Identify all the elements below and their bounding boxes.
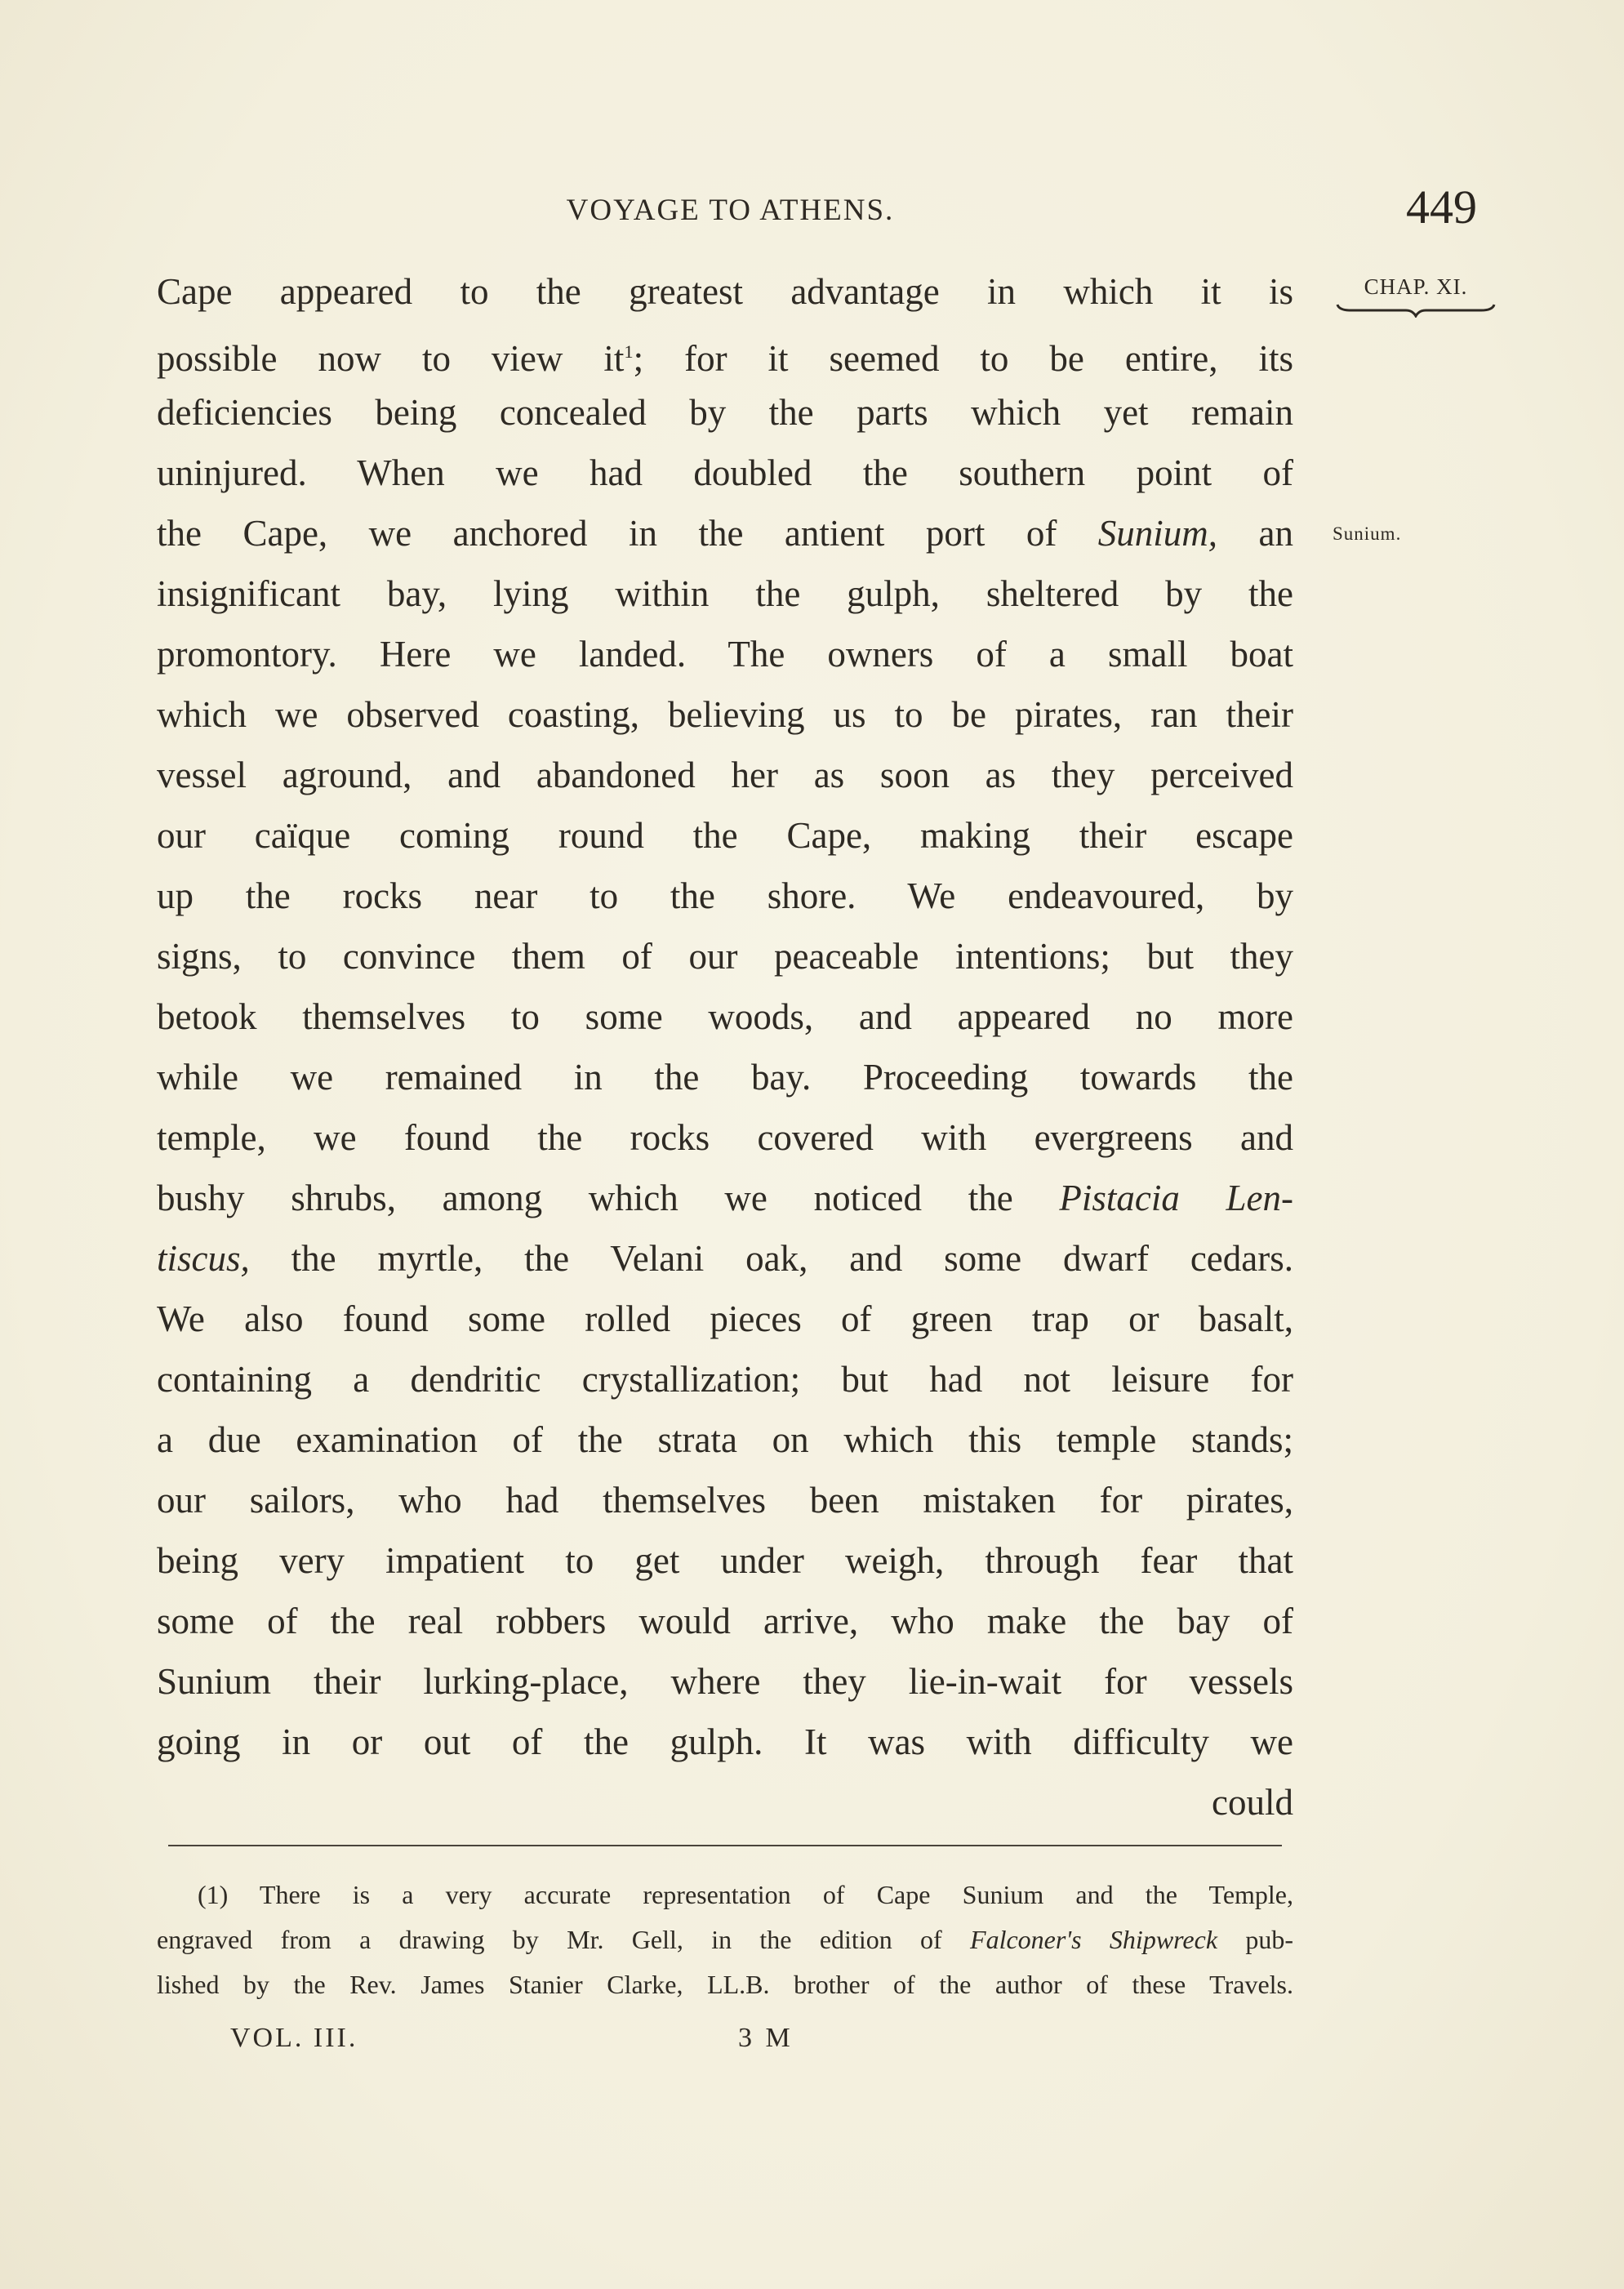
text-line: betook themselves to some woods, and appeared no more (157, 996, 1293, 1037)
text-line: being very impatient to get under weigh, through fear that (157, 1540, 1293, 1581)
footnote (157, 1873, 1293, 2007)
text-line: while we remained in the bay. Proceeding towards the (157, 1057, 1293, 1098)
chapter-brace-ornament (1334, 303, 1497, 318)
text-line: tiscus, the myrtle, the Velani oak, and some dwarf cedars. (157, 1238, 1293, 1279)
text-line: We also found some rolled pieces of green trap or basalt, (157, 1298, 1293, 1339)
volume-label: VOL. III. (230, 2023, 358, 2053)
text-line: signs, to convince them of our peaceable intentions; but they (157, 936, 1293, 977)
text-line: temple, we found the rocks covered with evergreens and (157, 1117, 1293, 1158)
body-text (157, 261, 1293, 1833)
text-line: possible now to view $it^1$; for it seemed to be entire, its (157, 338, 1294, 379)
text-line: up the rocks near to the shore. We endeavoured, by (157, 875, 1293, 916)
text-line: uninjured. When we had doubled the southern point of (157, 452, 1293, 493)
text-line: going in or out of the gulph. It was with difficulty we (157, 1721, 1293, 1762)
text-line: containing a dendritic crystallization; but had not leisure for (157, 1359, 1293, 1400)
text-line: vessel aground, and abandoned her as soon as they perceived (157, 755, 1293, 795)
text-line: promontory. Here we landed. The owners of a small boat (157, 634, 1293, 675)
text-line: the Cape, we anchored in the antient port of Sunium, an (157, 513, 1293, 554)
text-line: deficiencies being concealed by the parts which yet remain (157, 392, 1293, 433)
text-line: bushy shrubs, among which we noticed the Pistacia Len- (157, 1178, 1294, 1218)
chapter-label: CHAP. XI. (1364, 274, 1468, 299)
footnote-line: engraved from a drawing by Mr. Gell, in the edition of Falconer's Shipwreck pub- (157, 1925, 1294, 1954)
footnote-line: lished by the Rev. James Stanier Clarke, LL.B. brother of the author of these Travels. (157, 1970, 1293, 1999)
text-line: a due examination of the strata on which this temple stands; (157, 1419, 1293, 1460)
text-line: which we observed coasting, believing us to be pirates, ran their (157, 694, 1293, 735)
text-line: our caïque coming round the Cape, making their escape (157, 815, 1293, 856)
margin-note-sunium: Sunium. (1333, 523, 1402, 544)
running-title: VOYAGE TO ATHENS. (566, 194, 895, 227)
text-line: could (1212, 1782, 1293, 1823)
chapter-marginal (1334, 274, 1497, 318)
text-line: Sunium their lurking-place, where they lie-in-wait for vessels (157, 1661, 1293, 1702)
footnote-divider (168, 1845, 1282, 1846)
text-line: insignificant bay, lying within the gulph, sheltered by the (157, 573, 1293, 614)
text-line: some of the real robbers would arrive, who make the bay of (157, 1601, 1293, 1641)
signature-mark: 3 M (738, 2023, 794, 2053)
footnote-line: (1) There is a very accurate representation of Cape Sunium and the Temple, (198, 1880, 1293, 1909)
text-line: our sailors, who had themselves been mistaken for pirates, (157, 1480, 1293, 1521)
text-line: Cape appeared to the greatest advantage in which it is (157, 271, 1293, 312)
page-number: 449 (1406, 180, 1477, 234)
